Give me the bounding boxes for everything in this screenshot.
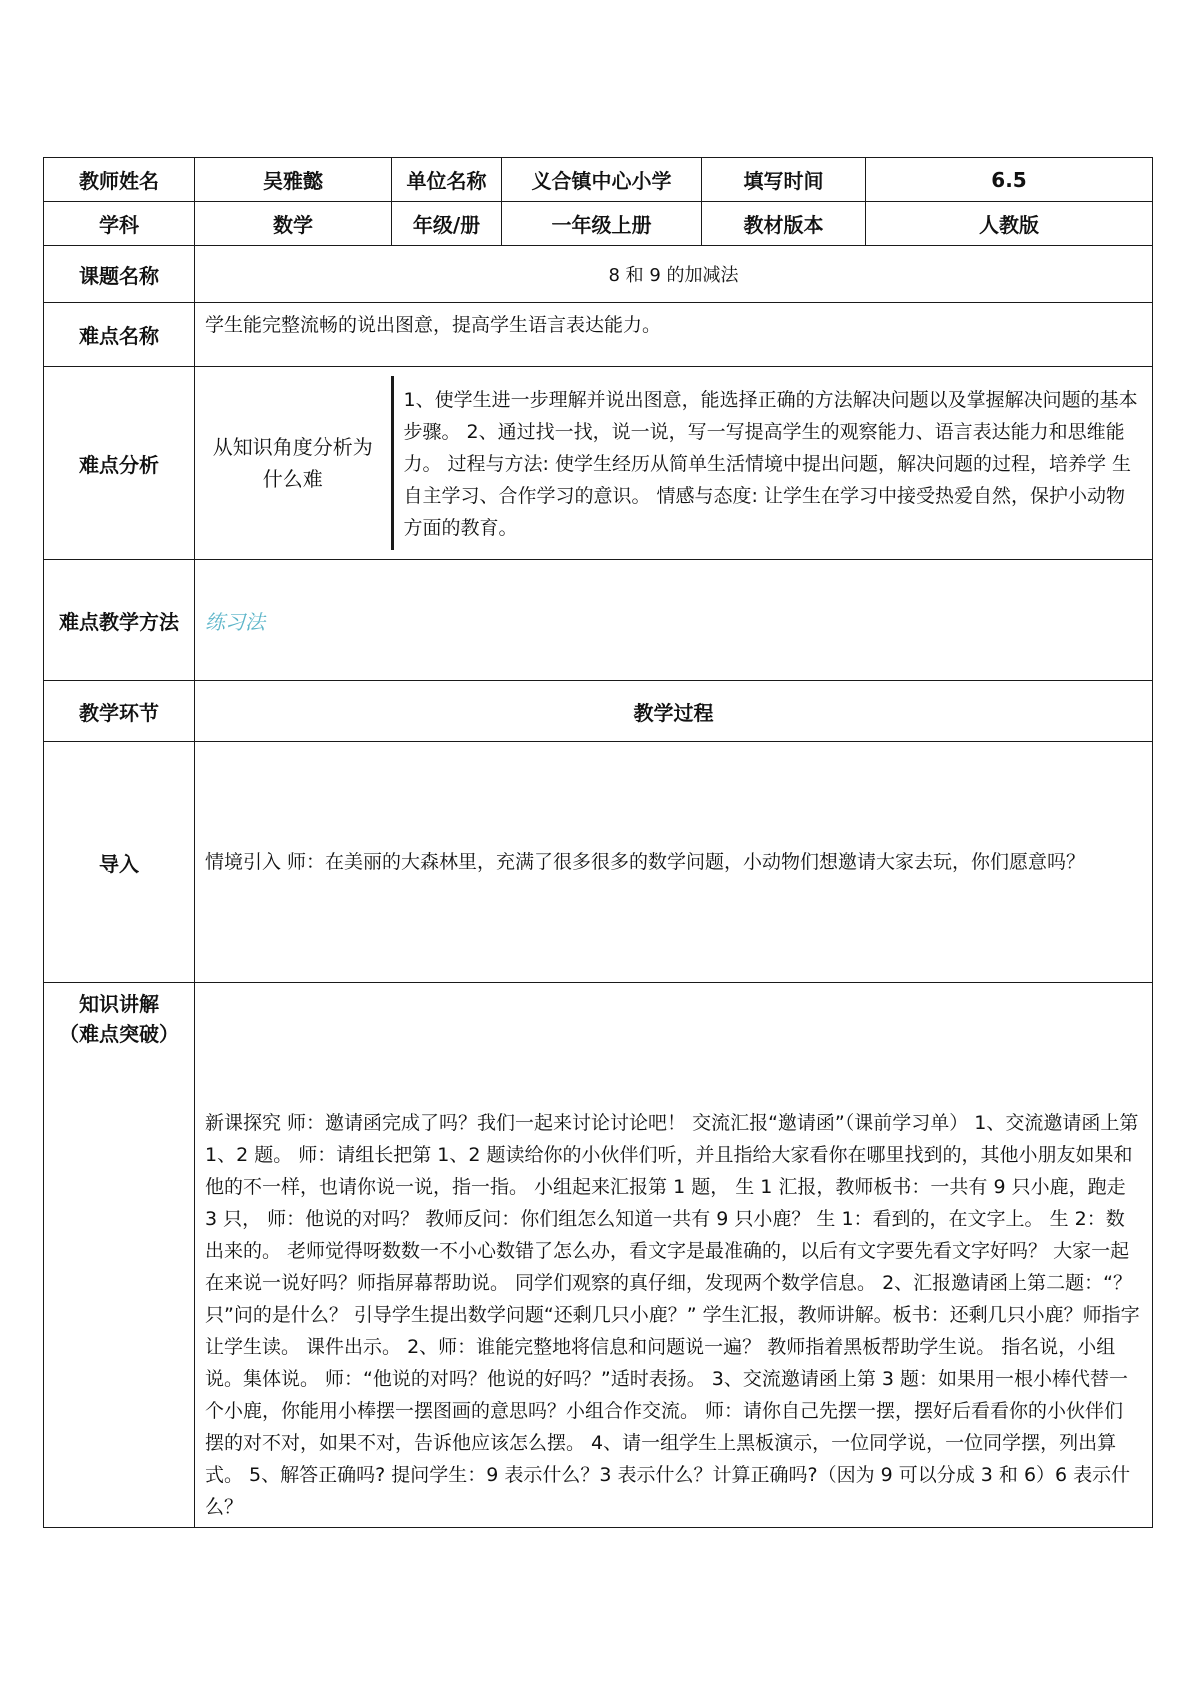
unit-name-label: 单位名称: [392, 158, 502, 202]
edition-value: 人教版: [866, 202, 1153, 246]
difficulty-name-row: [44, 303, 1153, 367]
knowledge-label-cell: [44, 983, 195, 1528]
analysis-sub-label: 从知识角度分析为什么难: [195, 376, 392, 550]
subject-label: 学科: [44, 202, 195, 246]
teacher-name-label: 教师姓名: [44, 158, 195, 202]
lesson-plan-table: [43, 157, 1153, 1528]
teaching-method-value: 练习法: [195, 560, 1153, 681]
knowledge-sub-label: （难点突破）: [59, 1022, 179, 1046]
intro-label: 导入: [44, 742, 195, 983]
topic-label: 课题名称: [44, 246, 195, 303]
analysis-content: 1、使学生进一步理解并说出图意，能选择正确的方法解决问题以及掌握解决问题的基本步骤。 2、通过找一找，说一说，写一写提高学生的观察能力、语言表达能力和思维能力。 过程与方法: 使学生经历从简单生活情境中提出问题，解决问题的过程，培养学 生自主学习、合作学习的意识。 情感与态度: 让学生在学习中接受热爱自然，保护小动物方面的教育。: [403, 389, 1138, 539]
difficulty-analysis-label: 难点分析: [44, 367, 195, 560]
topic-value: 8 和 9 的加减法: [195, 246, 1153, 303]
header-row-1: [44, 158, 1153, 202]
knowledge-label: 知识讲解: [79, 992, 159, 1016]
difficulty-analysis-row: [44, 367, 1153, 560]
difficulty-name-value: 学生能完整流畅的说出图意，提高学生语言表达能力。: [195, 303, 1153, 367]
intro-row: [44, 742, 1153, 983]
teaching-method-label: 难点教学方法: [44, 560, 195, 681]
teaching-stage-label: 教学环节: [44, 681, 195, 742]
difficulty-analysis-inner: [195, 376, 1152, 550]
lesson-plan-form: [43, 157, 1152, 1527]
topic-row: [44, 246, 1153, 303]
grade-label: 年级/册: [392, 202, 502, 246]
teaching-method-row: [44, 560, 1153, 681]
teaching-process-header: 教学过程: [195, 681, 1153, 742]
knowledge-row: [44, 983, 1153, 1528]
difficulty-name-label: 难点名称: [44, 303, 195, 367]
header-row-2: [44, 202, 1153, 246]
unit-name-value: 义合镇中心小学: [502, 158, 702, 202]
teaching-stage-row: [44, 681, 1153, 742]
grade-value: 一年级上册: [502, 202, 702, 246]
subject-value: 数学: [195, 202, 392, 246]
teacher-name-value: 吴雅懿: [195, 158, 392, 202]
fill-date-value: 6.5: [866, 158, 1153, 202]
knowledge-content: 新课探究 师：邀请函完成了吗？我们一起来讨论讨论吧！ 交流汇报“邀请函”（课前学习单） 1、交流邀请函上第 1、2 题。 师：请组长把第 1、2 题读给你的小伙伴们听，并且指给大家看你在哪里找到的，其他小朋友如果和他的不一样，也请你说一说，指一指。 小组起来汇报第 1 题， 生 1 汇报，教师板书：一共有 9 只小鹿，跑走 3 只， 师：他说的对吗？ 教师反问：你们组怎么知道一共有 9 只小鹿？ 生 1：看到的，在文字上。 生 2：数出来的。 老师觉得呀数数一不小心数错了怎么办，看文字是最准确的，以后有文字要先看文字好吗？ 大家一起在来说一说好吗？师指屏幕帮助说。 同学们观察的真仔细，发现两个数学信息。 2、汇报邀请函上第二题：“？只”问的是什么？ 引导学生提出数学问题“还剩几只小鹿？” 学生汇报，教师讲解。板书：还剩几只小鹿？师指字让学生读。 课件出示。 2、师：谁能完整地将信息和问题说一遍？ 教师指着黑板帮助学生说。 指名说，小组说。集体说。 师：“他说的对吗？他说的好吗？”适时表扬。 3、交流邀请函上第 3 题：如果用一根小棒代替一个小鹿，你能用小棒摆一摆图画的意思吗？小组合作交流。 师：请你自己先摆一摆，摆好后看看你的小伙伴们摆的对不对，如果不对，告诉他应该怎么摆。 4、请一组学生上黑板演示，一位同学说，一位同学摆，列出算式。 5、解答正确吗? 提问学生：9 表示什么？3 表示什么？计算正确吗?（因为 9 可以分成 3 和 6）6 表示什么？: [195, 983, 1153, 1528]
fill-date-label: 填写时间: [702, 158, 866, 202]
intro-content: 情境引入 师：在美丽的大森林里，充满了很多很多的数学问题，小动物们想邀请大家去玩，你们愿意吗？: [195, 742, 1153, 983]
edition-label: 教材版本: [702, 202, 866, 246]
